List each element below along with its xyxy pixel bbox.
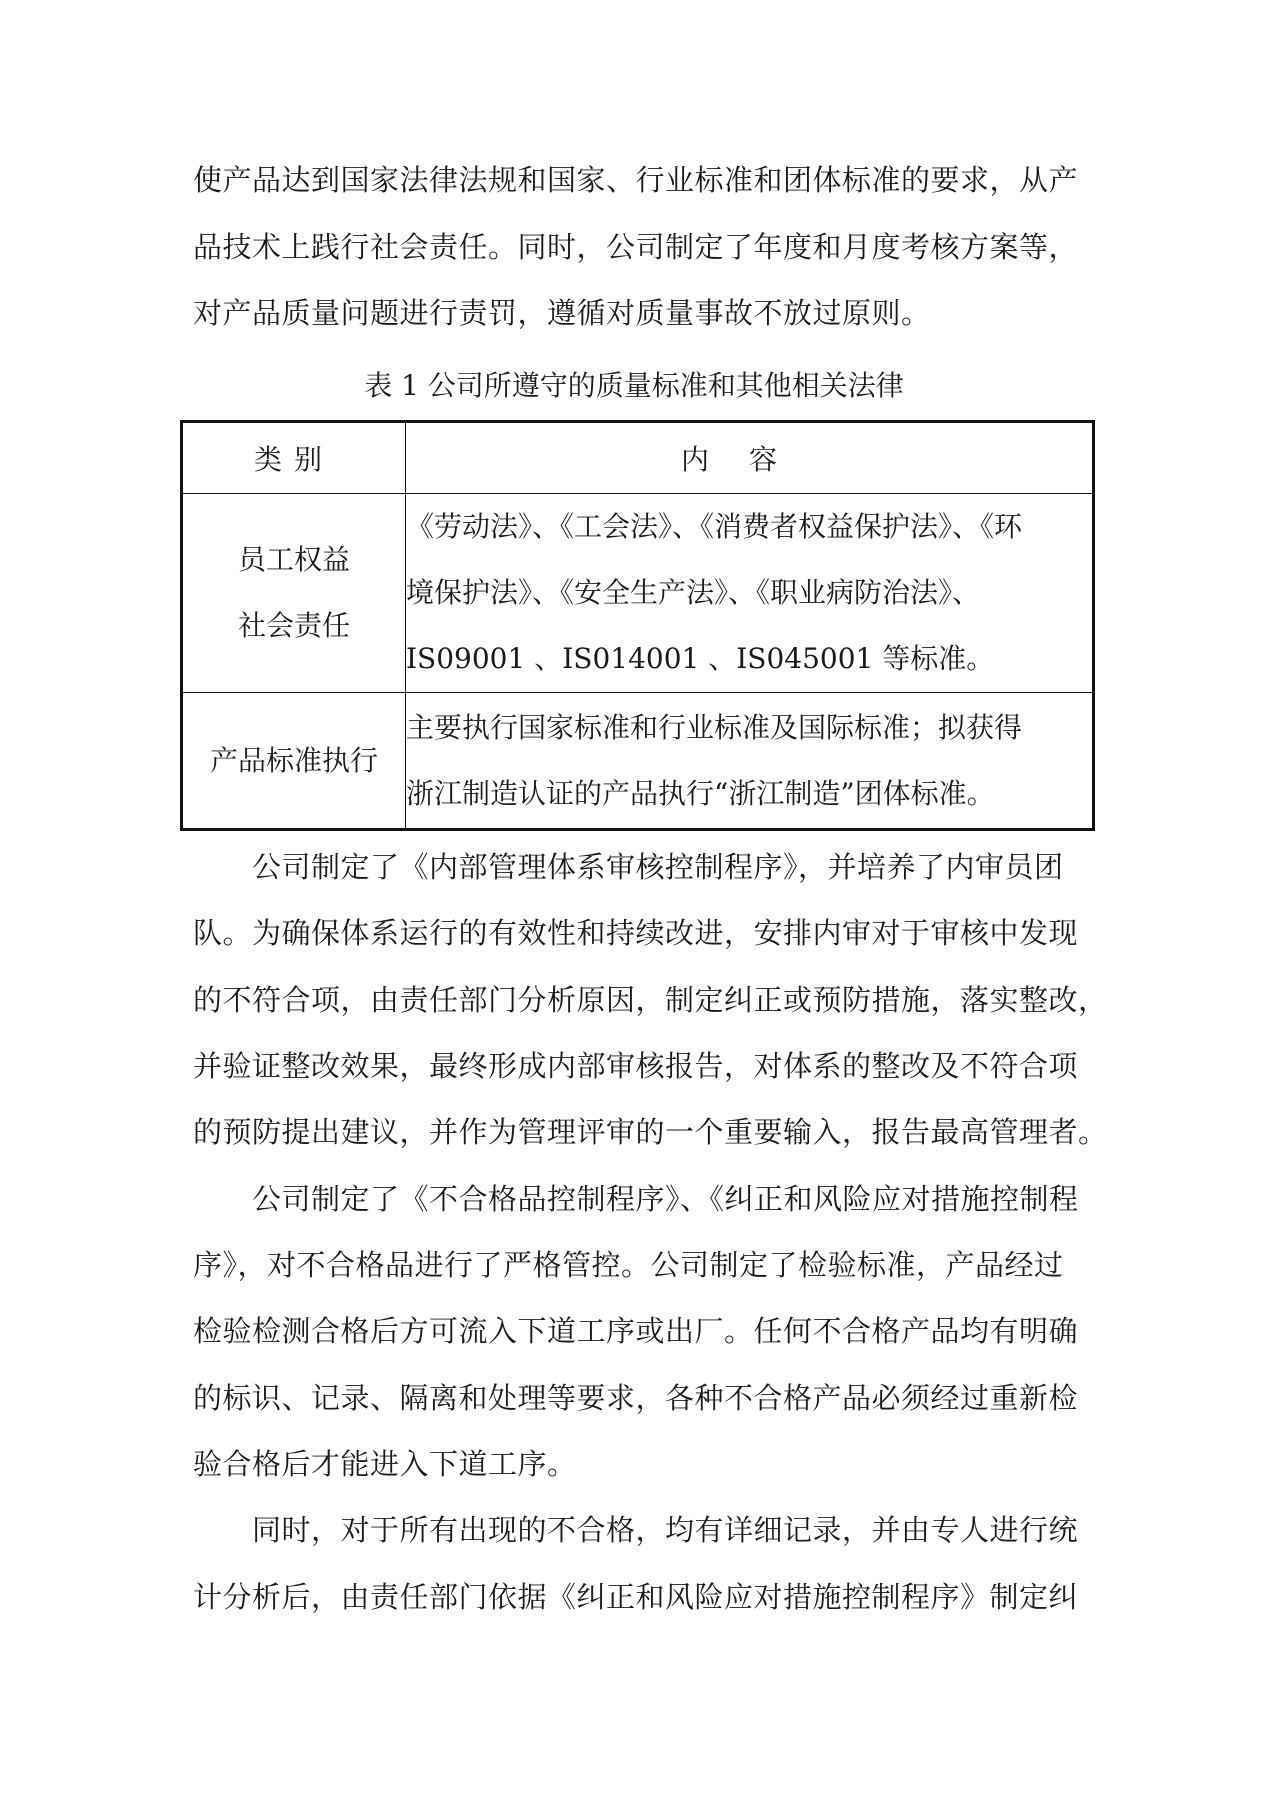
category-line: 社会责任 — [237, 609, 350, 642]
standards-table — [180, 420, 1095, 831]
content-line: 境保护法》、《安全生产法》、《职业病防治法》、 — [406, 576, 981, 609]
paragraph-line: 的标识、记录、隔离和处理等要求，各种不合格产品必须经过重新检 — [193, 1381, 1079, 1415]
table-header-row — [182, 422, 1094, 494]
body-text-line: 使产品达到国家法律法规和国家、行业标准和团体标准的要求，从产 — [193, 163, 1079, 197]
paragraph-line: 的预防提出建议，并作为管理评审的一个重要输入，报告最高管理者。 — [193, 1115, 1108, 1149]
table-row — [182, 494, 1094, 693]
paragraph-line: 序》，对不合格品进行了严格管控。公司制定了检验标准，产品经过 — [193, 1248, 1064, 1282]
content-line: 《劳动法》、《工会法》、《消费者权益保护法》、《环 — [406, 510, 1023, 543]
paragraph-line: 的不符合项，由责任部门分析原因，制定纠正或预防措施，落实整改， — [193, 983, 1108, 1017]
content-cell — [406, 693, 1094, 830]
table-row — [182, 693, 1094, 830]
body-text-line: 对产品质量问题进行责罚，遵循对质量事故不放过原则。 — [193, 296, 931, 330]
paragraph-line: 公司制定了《不合格品控制程序》、《纠正和风险应对措施控制程 — [252, 1182, 1079, 1216]
content-cell — [406, 494, 1094, 693]
category-cell — [182, 693, 406, 830]
paragraph-line: 同时，对于所有出现的不合格，均有详细记录，并由专人进行统 — [252, 1513, 1079, 1547]
paragraph-line: 验合格后才能进入下道工序。 — [193, 1447, 577, 1481]
paragraph-line: 检验检测合格后方可流入下道工序或出厂。任何不合格产品均有明确 — [193, 1314, 1079, 1348]
content-line: 浙江制造认证的产品执行“浙江制造”团体标准。 — [406, 776, 995, 810]
content-line: IS09001 、IS014001 、IS045001 等标准。 — [406, 642, 995, 675]
category-cell — [182, 494, 406, 693]
body-text-line: 品技术上践行社会责任。同时，公司制定了年度和月度考核方案等， — [193, 230, 1079, 264]
paragraph-line: 队。为确保体系运行的有效性和持续改进，安排内审对于审核中发现 — [193, 916, 1079, 950]
paragraph-line: 公司制定了《内部管理体系审核控制程序》，并培养了内审员团 — [252, 850, 1064, 884]
category-line: 员工权益 — [237, 543, 350, 576]
category-line: 产品标准执行 — [209, 743, 378, 777]
column-header-content: 内容 — [406, 422, 1094, 494]
column-header-category: 类别 — [182, 422, 406, 494]
table-caption: 表 1 公司所遵守的质量标准和其他相关法律 — [364, 369, 904, 402]
content-line: 主要执行国家标准和行业标准及国际标准；拟获得 — [406, 710, 1023, 744]
paragraph-line: 计分析后，由责任部门依据《纠正和风险应对措施控制程序》制定纠 — [193, 1580, 1079, 1614]
paragraph-line: 并验证整改效果，最终形成内部审核报告，对体系的整改及不符合项 — [193, 1049, 1079, 1083]
